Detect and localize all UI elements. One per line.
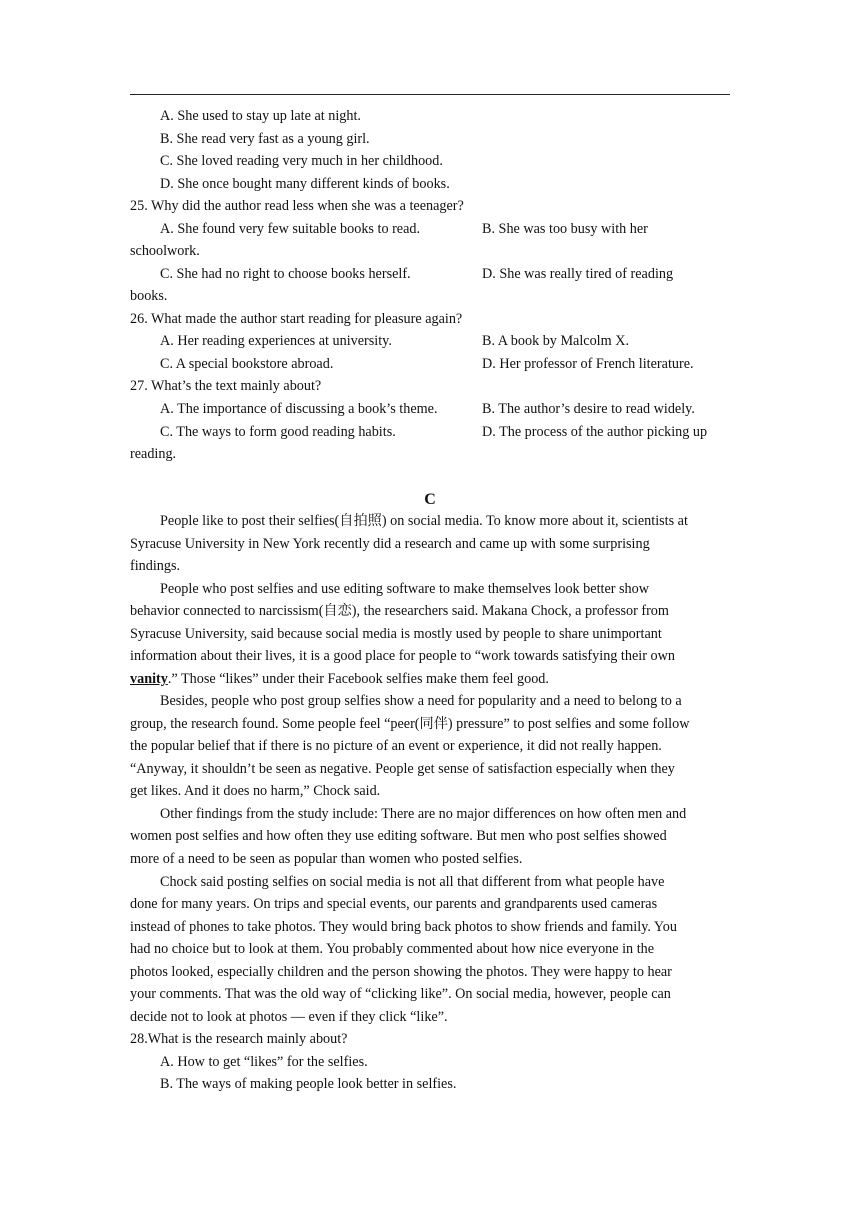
passage-line: group, the research found. Some people feel “peer(同伴) pressure” to post selfies and some follow — [130, 716, 690, 732]
q26-option-d: D. Her professor of French literature. — [482, 356, 694, 372]
q26-stem: 26. What made the author start reading for pleasure again? — [130, 311, 463, 327]
q28-stem: 28.What is the research mainly about? — [130, 1031, 348, 1047]
q28-option-a: A. How to get “likes” for the selfies. — [160, 1054, 368, 1070]
q25-option-d-cont: books. — [130, 288, 168, 304]
passage-line: women post selfies and how often they use editing software. But men who post selfies showed — [130, 828, 667, 844]
passage-line: decide not to look at photos — even if they click “like”. — [130, 1009, 448, 1025]
q25-option-b: B. She was too busy with her — [482, 221, 648, 237]
q27-option-a: A. The importance of discussing a book’s theme. — [160, 401, 438, 417]
passage-line: your comments. That was the old way of “clicking like”. On social media, however, people can — [130, 986, 671, 1002]
passage-line: “Anyway, it shouldn’t be seen as negative. People get sense of satisfaction especially when they — [130, 761, 675, 777]
passage-line: Besides, people who post group selfies show a need for popularity and a need to belong to a — [160, 693, 682, 709]
passage-line: more of a need to be seen as popular than women who posted selfies. — [130, 851, 523, 867]
q24-option-b: B. She read very fast as a young girl. — [160, 131, 370, 147]
passage-line: done for many years. On trips and special events, our parents and grandparents used cameras — [130, 896, 658, 912]
passage-line: behavior connected to narcissism(自恋), the researchers said. Makana Chock, a professor from — [130, 603, 669, 619]
q25-option-b-cont: schoolwork. — [130, 243, 200, 259]
q25-option-c: C. She had no right to choose books herself. — [160, 266, 411, 282]
q25-stem: 25. Why did the author read less when she was a teenager? — [130, 198, 464, 214]
q27-option-b: B. The author’s desire to read widely. — [482, 401, 695, 417]
q26-option-c: C. A special bookstore abroad. — [160, 356, 334, 372]
passage-line: Syracuse University, said because social media is mostly used by people to share unimportant — [130, 626, 662, 642]
q24-option-d: D. She once bought many different kinds of books. — [160, 176, 450, 192]
q26-option-b: B. A book by Malcolm X. — [482, 333, 629, 349]
q24-option-a: A. She used to stay up late at night. — [160, 108, 361, 124]
passage-line-rest: .” Those “likes” under their Facebook selfies make them feel good. — [167, 671, 549, 687]
passage-line: had no choice but to look at them. You probably commented about how nice everyone in the — [130, 941, 655, 957]
passage-line — [130, 672, 549, 686]
passage-line: instead of phones to take photos. They would bring back photos to show friends and family. You — [130, 919, 677, 935]
q24-option-c: C. She loved reading very much in her childhood. — [160, 153, 443, 169]
passage-line: photos looked, especially children and the person showing the photos. They were happy to hear — [130, 964, 672, 980]
passage-line: information about their lives, it is a good place for people to “work towards satisfying their own — [130, 648, 675, 664]
passage-line: People who post selfies and use editing software to make themselves look better show — [160, 581, 649, 597]
q27-option-d: D. The process of the author picking up — [482, 424, 708, 440]
q28-option-b: B. The ways of making people look better in selfies. — [160, 1076, 457, 1092]
section-title: C — [424, 491, 436, 508]
q26-option-a: A. Her reading experiences at university. — [160, 333, 392, 349]
q25-option-a: A. She found very few suitable books to read. — [160, 221, 421, 237]
passage-line: findings. — [130, 558, 181, 574]
q25-option-d: D. She was really tired of reading — [482, 266, 674, 282]
q27-option-d-cont: reading. — [130, 446, 177, 462]
passage-line: the popular belief that if there is no picture of an event or experience, it did not really happen. — [130, 738, 662, 754]
passage-line: Other findings from the study include: There are no major differences on how often men and — [160, 806, 687, 822]
q27-option-c: C. The ways to form good reading habits. — [160, 424, 396, 440]
passage-line: People like to post their selfies(自拍照) on social media. To know more about it, scientists at — [160, 513, 688, 529]
vanity-keyword: vanity — [130, 671, 168, 687]
passage-line: get likes. And it does no harm,” Chock said. — [130, 783, 381, 799]
q27-stem: 27. What’s the text mainly about? — [130, 378, 322, 394]
passage-line: Syracuse University in New York recently did a research and came up with some surprising — [130, 536, 650, 552]
header-rule — [130, 94, 730, 95]
passage-line: Chock said posting selfies on social media is not all that different from what people have — [160, 874, 665, 890]
